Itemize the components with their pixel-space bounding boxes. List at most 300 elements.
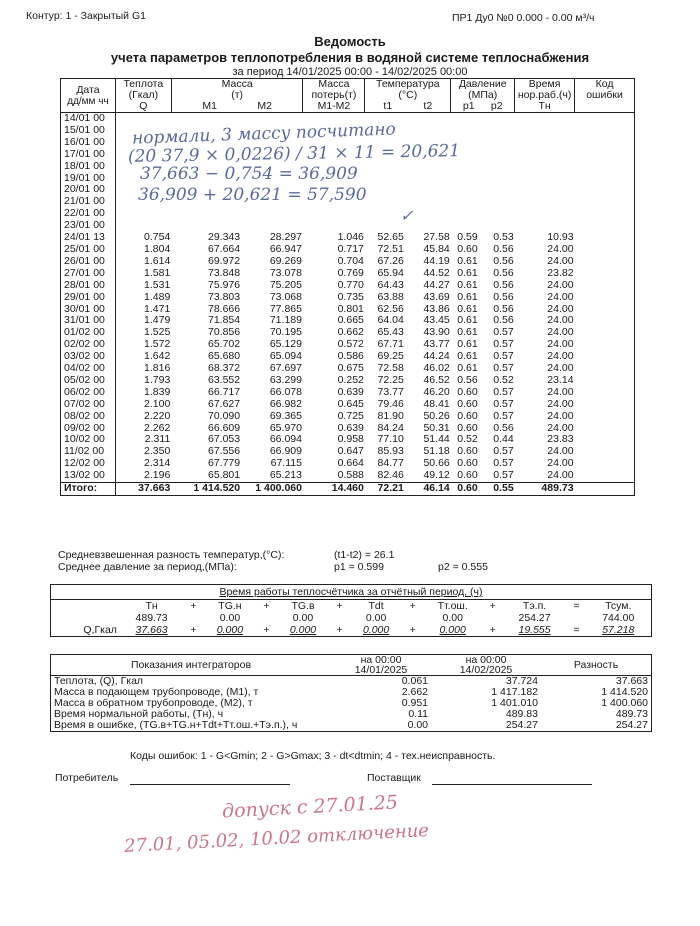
row-cell: 0.56	[493, 290, 514, 303]
row-date: 18/01 00	[61, 161, 116, 173]
worktime-value: 0.00	[219, 612, 241, 624]
row-cell: 29.343	[207, 231, 241, 244]
counter-label: Контур: 1 - Закрытый G1	[26, 10, 146, 22]
row-cell: 0.57	[493, 457, 514, 470]
row-date: 23/01 00	[61, 220, 116, 232]
row-cell: 72.51	[377, 242, 404, 255]
worktime-head: TG.в	[291, 600, 315, 612]
worktime-value	[567, 612, 585, 624]
col-err: Код ошибки	[575, 79, 635, 113]
row-cell: 70.090	[207, 409, 241, 422]
row-cell: 50.26	[423, 409, 450, 422]
row-cell: 0.645	[337, 397, 364, 410]
avg-press-label: Среднее давление за период,(МПа):	[58, 561, 237, 573]
worktime-value	[184, 612, 202, 624]
row-cell: 24.00	[547, 457, 574, 470]
row-cell: 0.664	[337, 457, 364, 470]
row-cell: 49.12	[405, 470, 451, 482]
row-date: 03/02 00	[61, 351, 116, 363]
worktime-box	[50, 584, 652, 637]
row-cell: 0.44	[493, 433, 514, 446]
row-cell: 0.61	[457, 338, 478, 351]
row-cell: 0.61	[457, 302, 478, 315]
row-cell: 0.252	[337, 373, 364, 386]
row-cell: 0.60	[457, 457, 478, 470]
handwritten-note-2: (20 37,9 × 0,0226) / 31 × 11 = 20,621	[127, 141, 461, 167]
row-cell: 71.854	[207, 314, 241, 327]
row-cell: 69.269	[269, 254, 302, 267]
row-cell: 24.00	[547, 302, 574, 315]
worktime-q-value: 0.000	[216, 624, 244, 636]
doc-period: за период 14/01/2025 00:00 - 14/02/2025 00:00	[232, 66, 468, 78]
row-cell: 2.262	[144, 421, 171, 434]
row-date: 19/01 00	[61, 173, 116, 185]
worktime-q-value: +	[190, 624, 197, 636]
worktime-head: +	[263, 600, 270, 612]
row-cell: 73.77	[377, 385, 404, 398]
row-cell: 24.00	[547, 397, 574, 410]
row-cell: 44.52	[423, 266, 450, 279]
row-cell: 0.586	[337, 350, 364, 363]
row-cell: 63.88	[377, 290, 404, 303]
row-cell: 0.57	[493, 385, 514, 398]
row-cell: 1.531	[144, 278, 171, 291]
row-cell: 0.57	[493, 350, 514, 363]
row-cell: 66.094	[269, 433, 302, 446]
worktime-value: 0.00	[442, 612, 463, 624]
row-cell: 0.59	[457, 231, 478, 244]
row-cell: 73.803	[207, 290, 241, 303]
row-cell: 0.770	[337, 278, 364, 291]
row-cell: 0.61	[457, 254, 478, 267]
row-cell: 1.046	[337, 231, 364, 244]
row-cell: 0.647	[337, 445, 364, 458]
supplier-label: Поставщик	[367, 772, 421, 784]
row-cell: 0.665	[337, 314, 364, 327]
worktime-head: +	[336, 600, 343, 612]
row-cell: 0.60	[457, 445, 478, 458]
worktime-q-value: 0.000	[439, 624, 466, 636]
integrator-row: Время нормальной работы, (Тн), ч 0.11 489.83 489.73	[54, 708, 648, 720]
row-cell: 0.717	[337, 242, 364, 255]
integrator-row: Время в ошибке, (TG.в+TG.н+Tdt+Тт.ош.+Тэ.п.), ч 0.00 254.27 254.27	[54, 719, 648, 731]
row-cell: 0.60	[457, 397, 478, 410]
row-cell: 0.704	[337, 254, 364, 267]
row-cell: 27.58	[423, 231, 450, 244]
row-cell: 0.53	[493, 231, 514, 244]
worktime-q-value: 57.218	[602, 624, 635, 636]
handwritten-note-1: нормали, 3 массу посчитано	[131, 119, 397, 149]
table-row	[61, 387, 635, 399]
row-cell: 24.00	[547, 385, 574, 398]
row-cell: 64.04	[377, 314, 404, 327]
row-cell: 24.00	[547, 290, 574, 303]
row-cell: 0.56	[493, 302, 514, 315]
row-cell: 72.25	[377, 373, 404, 386]
avg-p2: p2 = 0.555	[438, 561, 488, 573]
row-cell: 24.00	[547, 409, 574, 422]
row-date: 22/01 00	[61, 208, 116, 220]
row-cell: 67.26	[377, 254, 404, 267]
row-date: 15/01 00	[61, 125, 116, 137]
row-cell: 0.61	[457, 266, 478, 279]
row-cell: 43.45	[423, 314, 450, 327]
doc-subtitle: учета параметров теплопотребления в водяной системе теплоснабжения	[110, 50, 590, 65]
row-cell: 82.46	[365, 470, 405, 482]
worktime-q-value: 0.000	[289, 624, 317, 636]
worktime-q-value: +	[336, 624, 343, 636]
worktime-value: 254.27	[518, 612, 551, 624]
row-cell: 63.299	[269, 373, 302, 386]
row-cell: 65.801	[171, 470, 241, 482]
row-date: 05/02 00	[61, 375, 116, 387]
row-date: 17/01 00	[61, 149, 116, 161]
row-cell: 69.25	[377, 350, 404, 363]
row-date: 01/02 00	[61, 327, 116, 339]
row-cell: 0.735	[337, 290, 364, 303]
row-date: 04/02 00	[61, 363, 116, 375]
row-cell: 1.804	[144, 242, 171, 255]
row-cell: 0.57	[493, 326, 514, 339]
row-cell: 0.60	[457, 409, 478, 422]
row-cell: 24.00	[547, 445, 574, 458]
row-cell: 65.680	[207, 350, 241, 363]
row-cell: 1.479	[144, 314, 171, 327]
row-date: 20/01 00	[61, 184, 116, 196]
row-cell: 70.856	[207, 326, 241, 339]
row-cell: 24.00	[547, 362, 574, 375]
worktime-q-value: 0.000	[362, 624, 390, 636]
worktime-q-value: 19.555	[518, 624, 551, 636]
worktime-head: Tdt	[368, 600, 384, 612]
row-cell: 24.00	[547, 421, 574, 434]
row-cell: 0.60	[457, 385, 478, 398]
row-cell: 24.00	[547, 326, 574, 339]
row-cell: 0.588	[303, 470, 365, 482]
supplier-signature-line	[432, 784, 592, 785]
worktime-table	[51, 600, 651, 636]
row-cell: 0.56	[493, 314, 514, 327]
row-cell: 0.60	[457, 242, 478, 255]
doc-title: Ведомость	[314, 34, 386, 49]
col-temp: Температура (°C) t1 t2	[365, 79, 451, 113]
row-cell: 85.93	[377, 445, 404, 458]
row-cell: 0.56	[493, 242, 514, 255]
row-cell: 0.61	[457, 314, 478, 327]
row-cell: 66.717	[207, 385, 241, 398]
error-codes: Коды ошибок: 1 - G<Gmin; 2 - G>Gmax; 3 - dt<dtmin; 4 - тех.неисправность.	[130, 750, 496, 762]
integrators-caption: Показания интеграторов	[51, 655, 331, 676]
worktime-head: Tн	[145, 600, 158, 612]
handwritten-checkmark: ✓	[400, 206, 414, 225]
consumer-label: Потребитель	[55, 772, 119, 784]
table-row	[61, 280, 635, 292]
row-cell: 0.662	[337, 326, 364, 339]
row-cell: 0.57	[493, 445, 514, 458]
row-cell: 66.982	[269, 397, 302, 410]
row-cell: 24.00	[547, 254, 574, 267]
row-cell: 65.94	[377, 266, 404, 279]
row-cell: 75.205	[269, 278, 302, 291]
row-cell: 67.115	[270, 457, 302, 470]
row-cell: 28.297	[269, 231, 302, 244]
row-cell: 70.195	[269, 326, 302, 339]
table-row	[61, 208, 635, 220]
row-cell: 43.86	[423, 302, 450, 315]
row-cell: 84.77	[377, 457, 404, 470]
row-cell: 0.61	[457, 290, 478, 303]
row-cell: 72.58	[377, 362, 404, 375]
row-cell: 0.769	[337, 266, 364, 279]
row-cell: 2.196	[115, 470, 171, 482]
row-cell: 0.56	[493, 254, 514, 267]
worktime-q-value: +	[263, 624, 270, 636]
diff-col: Разность	[541, 655, 651, 676]
row-cell: 65.43	[377, 326, 404, 339]
worktime-value	[257, 612, 275, 624]
row-cell: 73.848	[207, 266, 241, 279]
row-cell: 79.46	[377, 397, 404, 410]
row-cell: 2.350	[144, 445, 171, 458]
worktime-caption: Время работы теплосчётчика за отчётный период, (ч)	[51, 585, 651, 600]
row-cell: 24.00	[547, 314, 574, 327]
row-cell: 68.372	[207, 362, 241, 375]
row-cell: 0.57	[479, 470, 515, 482]
worktime-q-value: +	[489, 624, 496, 636]
worktime-value: 744.00	[602, 612, 635, 624]
row-cell: 65.129	[269, 338, 302, 351]
worktime-q-value: 37.663	[135, 624, 168, 636]
row-date: 13/02 00	[61, 470, 116, 482]
row-date: 16/01 00	[61, 137, 116, 149]
row-cell: 0.56	[457, 373, 478, 386]
integrator-row: Теплота, (Q), Гкал 0.061 37.724 37.663	[54, 675, 648, 687]
row-cell: 63.552	[207, 373, 241, 386]
handwritten-note-4: 36,909 + 20,621 = 57,590	[138, 185, 367, 205]
row-cell: 0.639	[337, 385, 364, 398]
worktime-value: 0.00	[292, 612, 314, 624]
row-cell: 65.213	[241, 470, 303, 482]
row-cell: 65.702	[207, 338, 241, 351]
handwritten-note-3: 37,663 − 0,754 = 36,909	[140, 164, 358, 184]
row-cell: 43.69	[423, 290, 450, 303]
total-row: Итого: 37.663 1 414.520 1 400.060 14.460 72.21 46.14 0.60 0.55 489.73	[61, 483, 635, 496]
row-cell: 0.639	[337, 421, 364, 434]
row-cell: 2.311	[144, 433, 171, 446]
row-date: 25/01 00	[61, 244, 116, 256]
row-cell: 2.220	[144, 409, 171, 422]
col-time: Время нор.раб.(ч) Tн	[515, 79, 575, 113]
row-cell: 1.572	[144, 338, 171, 351]
row-date: 27/01 00	[61, 268, 116, 280]
row-cell: 67.71	[377, 338, 404, 351]
row-cell: 0.56	[493, 421, 514, 434]
row-cell: 51.18	[423, 445, 450, 458]
col-date: Дата дд/мм чч	[61, 79, 116, 113]
worktime-head: Тт.ош.	[437, 600, 468, 612]
worktime-value	[484, 612, 502, 624]
row-cell: 73.078	[269, 266, 302, 279]
row-cell: 1.489	[144, 290, 171, 303]
row-date: 09/02 00	[61, 423, 116, 435]
row-date: 07/02 00	[61, 399, 116, 411]
row-cell: 71.189	[269, 314, 302, 327]
row-cell: 1.816	[144, 362, 171, 375]
row-cell: 77.10	[377, 433, 404, 446]
row-cell: 0.725	[337, 409, 364, 422]
row-cell: 69.365	[269, 409, 302, 422]
row-cell: 1.471	[144, 302, 171, 315]
worktime-value	[330, 612, 348, 624]
row-cell: 46.20	[423, 385, 450, 398]
row-cell: 0.52	[493, 373, 514, 386]
row-cell: 62.56	[377, 302, 404, 315]
row-cell: 52.65	[377, 231, 404, 244]
avg-temp-label: Средневзвешенная разность температур,(°C):	[58, 549, 285, 561]
table-row	[61, 411, 635, 423]
row-date: 14/01 00	[61, 113, 116, 125]
row-cell: 0.57	[493, 409, 514, 422]
row-cell: 84.24	[377, 421, 404, 434]
row-cell: 65.094	[269, 350, 302, 363]
row-cell: 23.14	[547, 373, 574, 386]
row-cell: 0.60	[457, 421, 478, 434]
row-cell: 78.666	[207, 302, 241, 315]
worktime-head: =	[573, 600, 580, 612]
row-date: 26/01 00	[61, 256, 116, 268]
row-cell: 2.100	[144, 397, 171, 410]
row-cell: 0.61	[457, 278, 478, 291]
row-cell: 23.83	[547, 433, 574, 446]
row-date: 21/01 00	[61, 196, 116, 208]
table-row	[61, 268, 635, 280]
integrators-table	[51, 655, 651, 731]
row-cell: 66.609	[207, 421, 241, 434]
row-cell: 1.525	[144, 326, 171, 339]
row-cell: 0.61	[457, 362, 478, 375]
avg-p1: p1 = 0.599	[334, 561, 384, 573]
row-cell: 0.958	[337, 433, 364, 446]
row-cell: 69.972	[207, 254, 241, 267]
integrator-row: Масса в подающем трубопроводе, (M1), т 2.662 1 417.182 1 414.520	[54, 686, 648, 698]
row-date: 29/01 00	[61, 292, 116, 304]
row-cell: 0.56	[493, 266, 514, 279]
row-cell: 67.697	[269, 362, 302, 375]
row-cell: 0.57	[493, 397, 514, 410]
row-cell: 2.314	[144, 457, 171, 470]
table-row	[61, 292, 635, 304]
table-row	[61, 399, 635, 411]
worktime-value: 0.00	[365, 612, 387, 624]
integrator-row: Масса в обратном трубопроводе, (M2), т 0.951 1 401.010 1 400.060	[54, 697, 648, 709]
worktime-head: +	[190, 600, 197, 612]
row-date: 24/01 13	[61, 232, 116, 244]
row-cell: 66.947	[269, 242, 302, 255]
row-cell: 23.82	[547, 266, 574, 279]
worktime-q-value: =	[573, 624, 580, 636]
row-cell: 51.44	[423, 433, 450, 446]
row-date: 11/02 00	[61, 446, 116, 458]
row-cell: 0.52	[457, 433, 478, 446]
worktime-head: Тсум.	[605, 600, 632, 612]
row-date: 28/01 00	[61, 280, 116, 292]
row-cell: 24.00	[547, 278, 574, 291]
row-date: 02/02 00	[61, 339, 116, 351]
row-cell: 81.90	[377, 409, 404, 422]
row-cell: 50.31	[423, 421, 450, 434]
worktime-head: TG.н	[218, 600, 242, 612]
row-cell: 1.793	[144, 373, 171, 386]
row-cell: 24.00	[547, 350, 574, 363]
to-col: на 00:00 14/02/2025	[431, 655, 541, 676]
row-cell: 1.642	[144, 350, 171, 363]
row-cell: 1.614	[144, 254, 171, 267]
row-cell: 45.84	[423, 242, 450, 255]
handwritten-red-note-1: допуск с 27.01.25	[221, 791, 399, 823]
avg-temp-value: (t1-t2) = 26.1	[334, 549, 395, 561]
row-cell: 67.664	[207, 242, 241, 255]
row-cell: 66.909	[269, 445, 302, 458]
row-cell: 46.02	[423, 362, 450, 375]
row-cell: 43.90	[423, 326, 450, 339]
row-cell: 75.976	[207, 278, 241, 291]
row-cell: 77.865	[269, 302, 302, 315]
row-date: 30/01 00	[61, 304, 116, 316]
row-cell: 0.61	[457, 326, 478, 339]
worktime-value: 489.73	[135, 612, 168, 624]
row-cell: 0.56	[493, 278, 514, 291]
row-cell: 43.77	[423, 338, 450, 351]
row-cell: 48.41	[423, 397, 450, 410]
worktime-q-label: Q,Гкал	[83, 624, 117, 636]
row-cell: 65.970	[269, 421, 302, 434]
row-cell: 0.675	[337, 362, 364, 375]
col-heat: Теплота (Гкал) Q	[115, 79, 171, 113]
row-cell: 66.078	[269, 385, 302, 398]
row-cell: 44.19	[423, 254, 450, 267]
row-date: 06/02 00	[61, 387, 116, 399]
row-cell: 24.00	[515, 470, 575, 482]
row-cell: 0.57	[493, 338, 514, 351]
device-status: ПР1 Дy0 №0 0.000 - 0.00 м³/ч	[452, 12, 595, 24]
row-cell: 24.00	[547, 242, 574, 255]
table-row	[61, 256, 635, 268]
worktime-q-value: +	[409, 624, 416, 636]
row-cell: 50.66	[423, 457, 450, 470]
row-cell: 67.779	[207, 457, 241, 470]
worktime-head: +	[489, 600, 496, 612]
row-date: 31/01 00	[61, 315, 116, 327]
row-cell: 0.61	[457, 350, 478, 363]
row-cell: 0.572	[337, 338, 364, 351]
row-cell: 67.053	[207, 433, 241, 446]
row-cell: 67.556	[207, 445, 241, 458]
consumer-signature-line	[130, 784, 290, 785]
col-mass: Масса (т) M1 M2	[171, 79, 303, 113]
row-cell: 73.068	[269, 290, 302, 303]
row-date: 08/02 00	[61, 411, 116, 423]
row-cell: 0.57	[493, 362, 514, 375]
integrators-box	[50, 654, 652, 732]
row-cell: 0.60	[451, 470, 479, 482]
row-cell: 44.27	[423, 278, 450, 291]
row-cell: 0.754	[144, 231, 171, 244]
row-cell: 1.581	[144, 266, 171, 279]
worktime-head: +	[409, 600, 416, 612]
row-cell: 24.00	[547, 338, 574, 351]
row-cell: 67.627	[207, 397, 241, 410]
worktime-value	[403, 612, 421, 624]
